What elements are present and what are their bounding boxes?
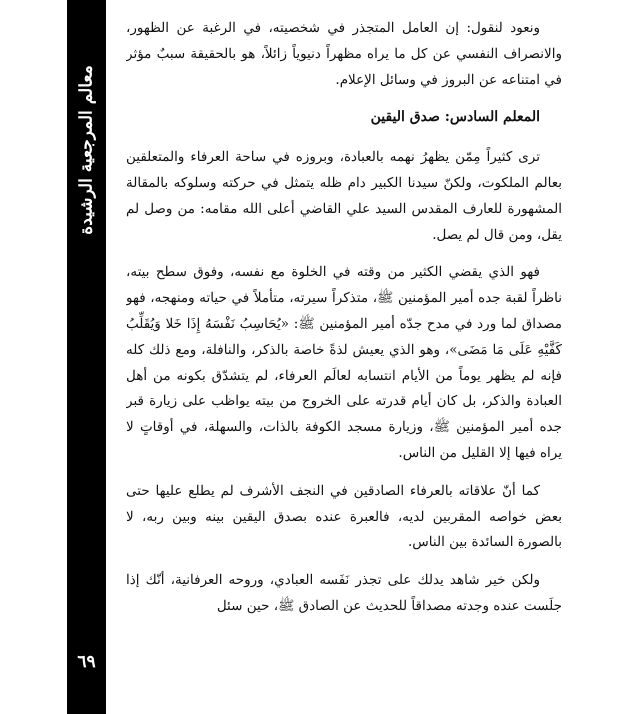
- section-heading: المعلم السادس: صدق اليقين: [370, 109, 540, 126]
- page-number: ٦٩: [77, 652, 96, 672]
- sidebar-band: [67, 0, 106, 714]
- paragraph: ونعود لنقول: إن العامل المتجذر في شخصيته، في الرغبة عن الظهور، والانصراف النفسي عن كل ما يراه مظهراً دنيوياً زائلاً، هو بالحقيقة سببٌ مؤثر في امتناعه عن البروز في وسائل الإعلام.: [126, 20, 562, 88]
- paragraph: فهو الذي يقضي الكثير من وقته في الخلوة مع نفسه، وفوق سطح بيته، ناظراً لقبة جده أمير المؤمنين ﷺ، متذكراً سيرته، متأملاً في حياته ومنهجه، فهو مصداق لما ورد في مدح جدّه أمير المؤمنين ﷺ: «يُحَاسِبُ نَفْسَهُ إِذَا خَلا وَيُقَلِّبُ كَفَّيْهِ عَلَى مَا مَضَى»، وهو الذي يعيش لذةً خاصة بالذكر، والنافلة، ومع ذلك كله فإنه لم يظهر يوماً من الأيام انتسابه لعالَم العرفاء، لم يتشدّق بكونه من أهل العبادة والذكر، بل كان أيام قدرته على الخروج من بيته يواظب على زيارة قبر جده أمير المؤمنين ﷺ، وزيارة مسجد الكوفة بالذات، والسهلة، في أوقاتٍ لا يراه فيها إلا القليل من الناس.: [126, 264, 562, 461]
- paragraph: ولكن خير شاهد يدلك على تجذر نَفَسه العبادي، وروحه العرفانية، أنّك إذا جلَست عنده وجدته مصداقاً للحديث عن الصادق ﷺ، حين سئل: [126, 572, 562, 614]
- paragraph: ترى كثيراً مِمّن يظهرُ نهمه بالعبادة، وبروزه في ساحة العرفاء والمتعلقين بعالم الملكوت، ولكنّ سيدنا الكبير دام ظله يتمثل في حركته وسلوكه بالمقالة المشهورة للعارف المقدس السيد علي القاضي أعلى الله مقامه: من وصل لم يقل، ومن قال لم يصل.: [126, 149, 562, 243]
- running-title: [67, 0, 106, 300]
- running-title-text: معالم المرجعية الرشيدة: [76, 65, 97, 235]
- paragraph: كما أنّ علاقاته بالعرفاء الصادقين في النجف الأشرف لم يطلع عليها حتى بعض خواصه المقربين لديه، فالعبرة عنده بصدق اليقين بينه وبين ربه، لا بالصورة السائدة بين الناس.: [126, 482, 562, 551]
- page-body: [126, 16, 562, 706]
